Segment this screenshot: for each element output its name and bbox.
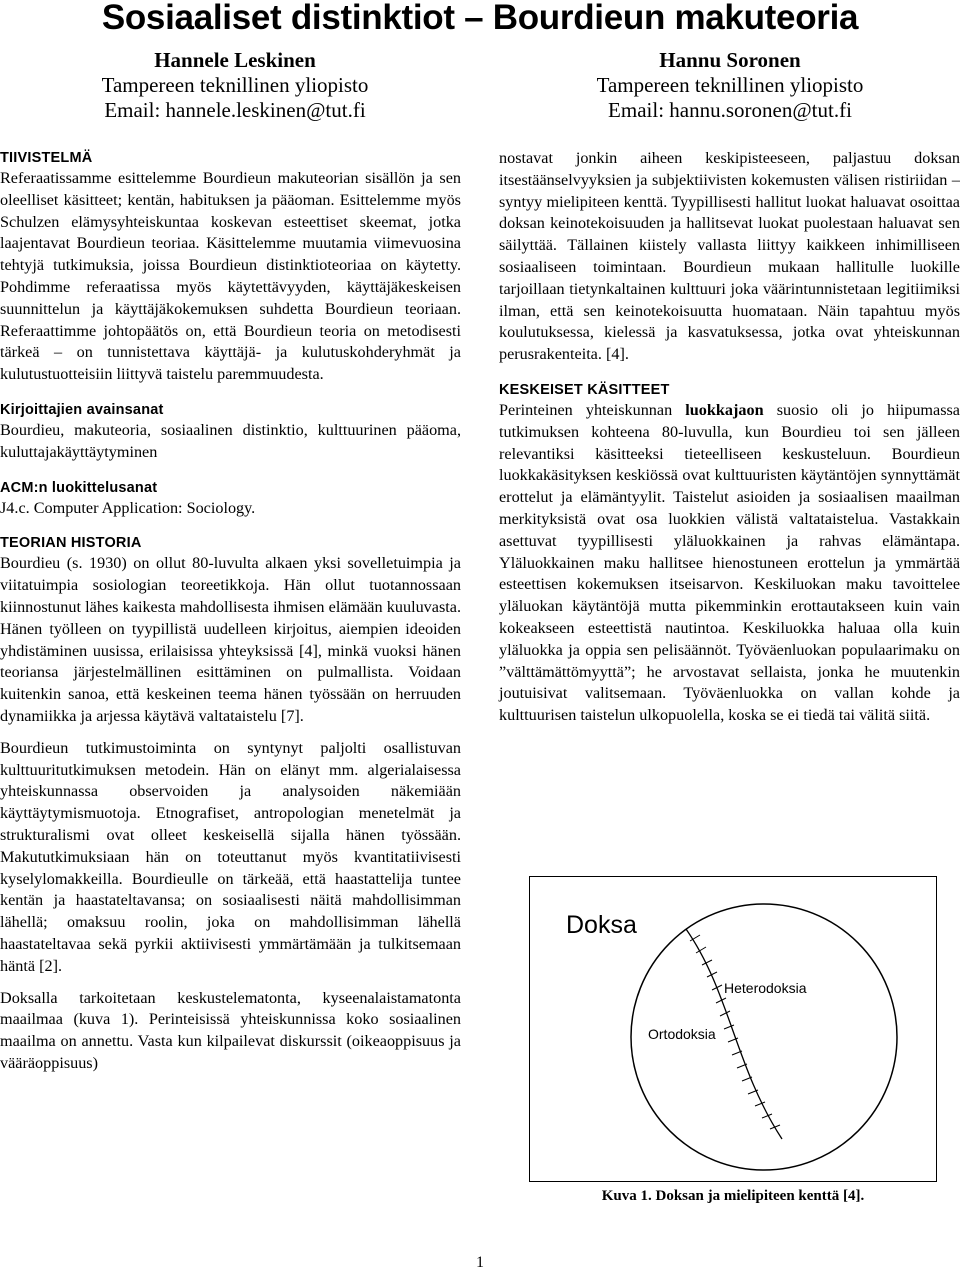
right-column bbox=[499, 148, 960, 727]
doxa-paragraph: nostavat jonkin aiheen keskipisteeseen, paljastuu doksan itsestäänselvyyksien ja subjektiivisten kokemusten välisen ristiriidan – syntyy mielipiteen kenttä. Tyypillisesti hallitut luokat haluavat osoittaa doksan keinotekoisuuden ja hallitsevat luokat puolestaan haluavat sen säilyttää. Tällainen kiistely vallasta liittyy kaikkeen inhimilliseen sosiaaliseen toimintaan. Bourdieun mukaan hallitulle luokille tarjoillaan tietynkaltainen kulttuuri joka väärintunnistetaan legitiimiksi ilman, että sen keinotekoisuutta huomataan. Näin tapahtuu myös koulutuksessa, kielessä ja kasvatuksessa, jotka ovat yhteiskunnan perusrakenteita. [4]. bbox=[499, 149, 960, 364]
keywords-heading: Kirjoittajien avainsanat bbox=[0, 401, 164, 418]
author-email: Email: hannele.leskinen@tut.fi bbox=[104, 98, 366, 122]
left-column bbox=[0, 148, 461, 1075]
concepts-paragraph bbox=[499, 400, 960, 727]
author-name: Hannele Leskinen bbox=[154, 48, 316, 72]
abstract-heading: TIIVISTELMÄ bbox=[0, 150, 93, 166]
page-number: 1 bbox=[476, 1254, 484, 1271]
doksa-diagram bbox=[530, 877, 936, 1181]
author-affiliation: Tampereen teknillinen yliopisto bbox=[101, 73, 369, 97]
keywords-text: Bourdieu, makuteoria, sosiaalinen distinktio, kulttuurinen pääoma, kuluttajakäyttäytyminen bbox=[0, 420, 461, 461]
author-email: Email: hannu.soronen@tut.fi bbox=[608, 98, 852, 122]
concepts-key-term: luokkajaon bbox=[685, 400, 764, 419]
author-name: Hannu Soronen bbox=[659, 48, 801, 72]
history-paragraph-2: Bourdieun tutkimustoiminta on syntynyt paljolti osallistuvan kulttuuritutkimuksen metodein. Hän on elänyt mm. algerialaisessa yhteiskunnassa observoiden ja analysoiden näkemiään käyttäytymismuotoja. Etnografiset, antropologian menetelmät ja strukturalismi ovat olleet keskeisellä sijalla hänen työssään. Makututkimuksiaan hän on toteuttanut myös kvantitatiivisesti kyselylomakkeilla. Bourdieulle on tärkeää, että haastattelija tuntee kentän ja haastateltavansa; on sosiaalisesti näitä mahdollisimman lähellä; omaksuu roolin, joka on mahdollisimman lähellä haastateltavaa sekä pyrkii aktiivisesti ymmärtämään ja tulkitsemaan häntä [2]. bbox=[0, 738, 461, 975]
ortodoksia-label: Ortodoksia bbox=[648, 1026, 716, 1042]
acm-heading: ACM:n luokittelusanat bbox=[0, 479, 158, 496]
author-2 bbox=[560, 48, 900, 123]
history-paragraph-3: Doksalla tarkoitetaan keskustelematonta, kyseenalaistamatonta maailmaa (kuva 1). Perinteisissä yhteiskunnissa koko sosiaalinen maailma on annettu. Vasta kun kilpailevat diskurssit (oikeaoppisuus ja vääräoppisuus) bbox=[0, 988, 461, 1072]
concepts-heading: KESKEISET KÄSITTEET bbox=[499, 381, 670, 398]
figure-doksa bbox=[529, 876, 937, 1182]
concepts-text-pre: Perinteinen yhteiskunnan bbox=[499, 400, 686, 419]
author-affiliation: Tampereen teknillinen yliopisto bbox=[596, 73, 864, 97]
acm-text: J4.c. Computer Application: Sociology. bbox=[0, 498, 256, 517]
history-heading: TEORIAN HISTORIA bbox=[0, 535, 142, 552]
figure-caption: Kuva 1. Doksan ja mielipiteen kenttä [4]. bbox=[601, 1188, 865, 1204]
author-1 bbox=[70, 48, 400, 123]
history-paragraph-1: Bourdieu (s. 1930) on ollut 80-luvulta alkaen yksi sovelletuimpia ja viitatuimpia sosiologian teoreetikkoja. Hän ollut tuotannossaan kiinnostunut lähes kaikesta mahdollisesta ihmisen elämään kuuluvasta. Hänen työlleen on tyypillistä uudelleen kirjoitus, aiempien ideoiden yhdistäminen uusissa, erilaisissa yhteyksissä [4], minkä vuoksi hänen teoriansa järjestelmällinen esittäminen on pulmallista. Voidaan kuitenkin sanoa, että keskeinen teema hänen työssään on herruuden dynamiikka ja arjessa käytävä valtataistelu [7]. bbox=[0, 554, 461, 725]
heterodoksia-label: Heterodoksia bbox=[724, 980, 807, 996]
paper-title: Sosiaaliset distinktiot – Bourdieun makuteoria bbox=[101, 0, 859, 37]
concepts-text-post: suosio oli jo hiipumassa tutkimuksen kohteena 80-luvulla, kun Bourdieu toi sen jälleen relevantiksi käsitteeksi tieteelliseen keskusteluun. Bourdieun luokkakäsityksen keskiössä ovat kulttuuristen käytäntöjen synnyttämät erottelut ja elämäntyylit. Taistelut asioiden ja sosiaalisen maailman merkityksistä ovat osa luokkien välistä valtataistelua. Vastakkain asettuvat tyypillisesti yläluokkainen ja rahvas elämäntapa. Yläluokkainen maku hallitsee hienostuneen erottelun ja ymmärtää esteettisen kokemuksen itseisarvon. Keskiluokan maku tavoittelee yläluokan käytäntöjä mutta pikemminkin erottautakseen kuin vain kokeakseen esteettistä nautintoa. Keskiluokka haluaa olla kuin yläluokka ja oppia sen pelisäännöt. Työväenluokan populaarimaku on ”välttämättömyyttä”; he arvostavat sellaista, jonka he muutenkin joutuisivat valitsemaan. Työväenluokka on vallan kohde ja kulttuurisen taistelun ulkopuolella, koska se ei tiedä tai välitä siitä. bbox=[499, 400, 960, 725]
abstract-text: Referaatissamme esittelemme Bourdieun makuteorian sisällön ja sen oleelliset käsitteet; kentän, habituksen ja pääoman. Esittelemme myös Schulzen elämysyhteiskuntaa koskevan esteettiset skeemat, jotka laajentavat Bourdieun teoriaa. Käsittelemme muutamia viimevuosina tehtyjä tutkimuksia, joissa Bourdieun distinktioteoriaa on käytetty. Pohdimme referaatissa myös käytettävyyden, käyttäjäkeskeisen suunnittelun ja käyttäjäkokemuksen suhdetta Bourdieun teoriaan. Referaattimme johtopäätös on, että Bourdieun teoria on metodisesti tärkeä – on tunnistettava käyttäjä- ja kulutuskohderyhmät ja kulutustuotteisiin liittyvä taistelu paremmuudesta. bbox=[0, 169, 461, 384]
doksa-label: Doksa bbox=[566, 911, 637, 939]
